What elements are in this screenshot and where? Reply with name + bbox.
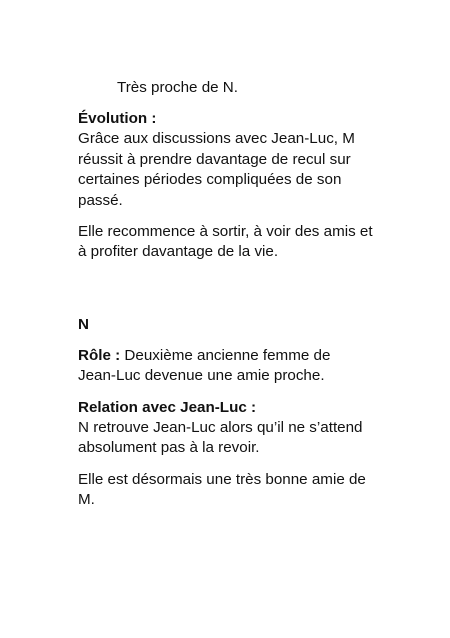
relation-line-1: N retrouve Jean-Luc alors qu’il ne s’attend bbox=[78, 419, 363, 436]
role-line-2: Jean-Luc devenue une amie proche. bbox=[78, 367, 325, 384]
paragraph2-line-1: Elle recommence à sortir, à voir des amis et bbox=[78, 223, 373, 240]
role-text: Deuxième ancienne femme de bbox=[120, 347, 331, 364]
last-paragraph-line-2: M. bbox=[78, 491, 95, 508]
intro-line: Très proche de N. bbox=[117, 79, 238, 96]
relation-line-2: absolument pas à la revoir. bbox=[78, 439, 260, 456]
role-line-1 bbox=[78, 346, 378, 367]
evolution-line-1: Grâce aux discussions avec Jean-Luc, M bbox=[78, 130, 355, 147]
role-label: Rôle : bbox=[78, 347, 121, 364]
paragraph2-line-2: à profiter davantage de la vie. bbox=[78, 243, 279, 260]
evolution-line-2: réussit à prendre davantage de recul sur bbox=[78, 151, 351, 168]
evolution-heading: Évolution : bbox=[78, 110, 157, 127]
evolution-line-3: certaines périodes compliquées de son bbox=[78, 171, 342, 188]
last-paragraph-line-1: Elle est désormais une très bonne amie de bbox=[78, 471, 366, 488]
section-n-heading: N bbox=[78, 316, 89, 333]
relation-heading: Relation avec Jean-Luc : bbox=[78, 399, 257, 416]
evolution-line-4: passé. bbox=[78, 192, 123, 209]
